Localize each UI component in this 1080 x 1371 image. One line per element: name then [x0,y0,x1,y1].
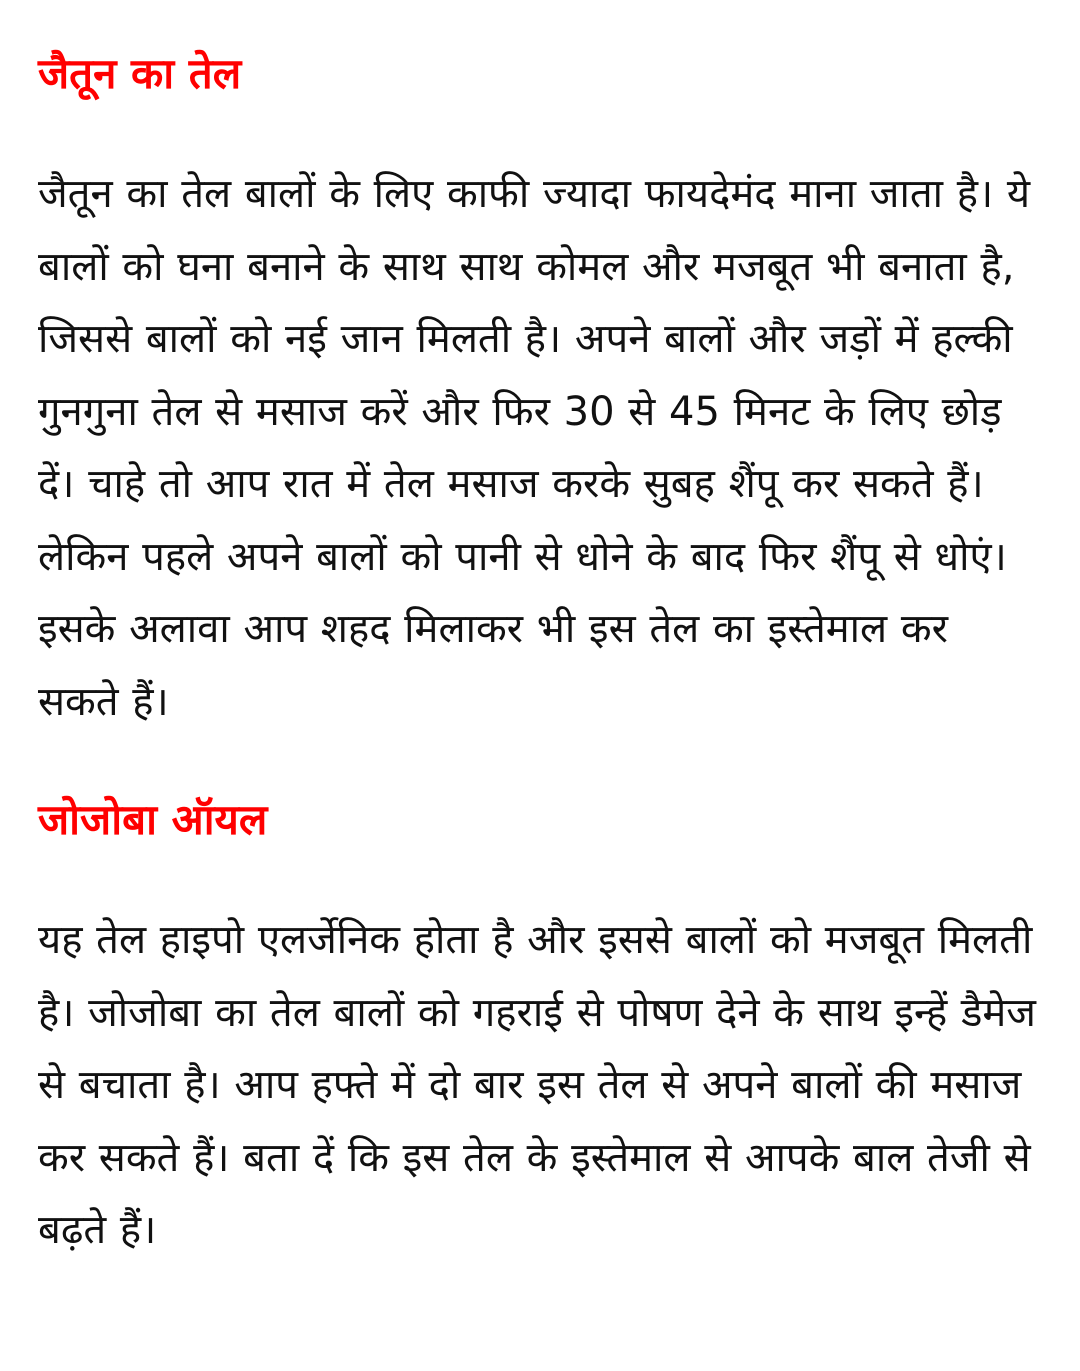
section-paragraph-olive-oil: जैतून का तेल बालों के लिए काफी ज्यादा फायदेमंद माना जाता है। ये बालों को घना बनाने के साथ साथ कोमल और मजबूत भी बनाता है, जिससे बालों को नई जान मिलती है। अपने बालों और जड़ों में हल्की गुनगुना तेल से मसाज करें और फिर 30 से 45 मिनट के लिए छोड़ दें। चाहे तो आप रात में तेल मसाज करके सुबह शैंपू कर सकते हैं। लेकिन पहले अपने बालों को पानी से धोने के बाद फिर शैंपू से धोएं। इसके अलावा आप शहद मिलाकर भी इस तेल का इस्तेमाल कर सकते हैं। [38,171,1031,725]
section-paragraph-jojoba-oil: यह तेल हाइपो एलर्जेनिक होता है और इससे बालों को मजबूत मिलती है। जोजोबा का तेल बालों को गहराई से पोषण देने के साथ इन्हें डैमेज से बचाता है। आप हफ्ते में दो बार इस तेल से अपने बालों की मसाज कर सकते हैं। बता दें कि इस तेल के इस्तेमाल से आपके बाल तेजी से बढ़ते हैं। [38,917,1036,1253]
section-heading-jojoba-oil: जोजोबा ऑयल [38,795,268,844]
section-heading-olive-oil: जैतून का तेल [38,49,242,98]
section-jojoba-oil [38,784,1040,1267]
section-olive-oil [38,38,1040,738]
